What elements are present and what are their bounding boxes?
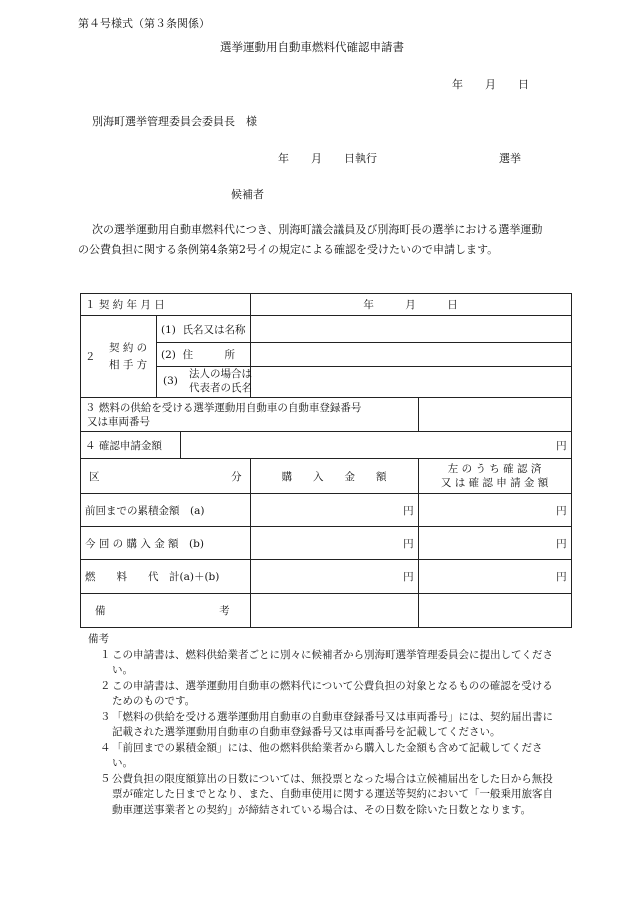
row-total-label: 燃 料 代 計(a)＋(b) [81, 560, 251, 594]
col-confirmed-amount: 左 の う ち 確 認 済 又 は 確 認 申 請 金 額 [418, 459, 571, 494]
party-name-field[interactable] [250, 316, 571, 343]
note-item: ２ この申請書は、選挙運動用自動車の燃料代について公費負担の対象となるものの確認を受けるためのものです。 [100, 679, 553, 707]
intro-paragraph: 次の選挙運動用自動車燃料代につき、別海町議会議員及び別海町長の選挙における選挙運動の公費負担に関する条例第4条第2号イの規定による確認を受けたいので申請します。 [78, 223, 543, 256]
addressee: 別海町選挙管理委員会委員長 様 [92, 115, 257, 128]
row-previous-confirmed[interactable]: 円 [418, 494, 571, 527]
row-previous-purchase[interactable]: 円 [250, 494, 418, 527]
row-total-purchase[interactable]: 円 [250, 560, 418, 594]
application-date: 年 月 日 [452, 78, 529, 91]
party-address-label: (2) 住 所 [157, 343, 251, 367]
document-title: 選挙運動用自動車燃料代確認申請書 [220, 40, 404, 54]
confirm-amount-yen[interactable]: 円 [180, 432, 571, 459]
candidate-label: 候補者 [231, 188, 264, 201]
row-current-purchase[interactable]: 円 [250, 527, 418, 560]
col-purchase-amount: 購 入 金 額 [250, 459, 418, 494]
row-remarks-field[interactable] [250, 594, 418, 628]
contract-date-label: １ 契 約 年 月 日 [81, 294, 251, 316]
contract-date-value: 年 月 日 [250, 294, 571, 316]
note-item: ４ 「前回までの累積金額」には、他の燃料供給業者から購入した金額も含めて記載してください。 [100, 741, 543, 769]
confirm-amount-label: ４ 確認申請金額 [81, 432, 181, 459]
vehicle-number-field[interactable] [418, 398, 571, 432]
party-name-label: (1) 氏名又は名称 [157, 316, 251, 343]
note-item: ５ 公費負担の限度額算出の日数については、無投票となった場合は立候補届出をした日から無投票が確定した日までとなり、また、自動車使用に関する運送等契約において「一般乗用旅客自動車運送事業者との契約」が締結されている場合は、その日数を除いた日数となります。 [100, 772, 553, 816]
row-current-confirmed[interactable]: 円 [418, 527, 571, 560]
form-number: 第４号様式（第３条関係） [78, 17, 210, 30]
note-item: ３ 「燃料の供給を受ける選挙運動用自動車の自動車登録番号又は車両番号」には、契約届出書に記載された選挙運動用自動車の自動車登録番号又は車両番号を記載してください。 [100, 710, 553, 738]
vehicle-number-label: ３ 燃料の供給を受ける選挙運動用自動車の自動車登録番号 又は車両番号 [81, 398, 419, 432]
election-date: 年 月 日執行 [278, 152, 377, 165]
application-table [80, 293, 572, 628]
row-remarks-field-2[interactable] [418, 594, 571, 628]
note-item: １ この申請書は、燃料供給業者ごとに別々に候補者から別海町選挙管理委員会に提出してください。 [100, 648, 553, 676]
row-total-confirmed[interactable]: 円 [418, 560, 571, 594]
party-address-field[interactable] [250, 343, 571, 367]
election-suffix: 選挙 [499, 152, 521, 165]
row-current-label: 今 回 の 購 入 金 額 (b) [81, 527, 251, 560]
contract-party-label: ２ 契 約 の 相 手 方 [81, 316, 157, 398]
row-previous-label: 前回までの累積金額 (a) [81, 494, 251, 527]
party-rep-field[interactable] [250, 367, 571, 398]
col-category: 区 分 [81, 459, 251, 494]
row-remarks-label: 備 考 [81, 594, 251, 628]
notes-section [88, 632, 558, 818]
notes-heading: 備考 [88, 633, 109, 645]
party-rep-label: (3) 法人の場合は 代表者の氏名 [157, 367, 251, 398]
